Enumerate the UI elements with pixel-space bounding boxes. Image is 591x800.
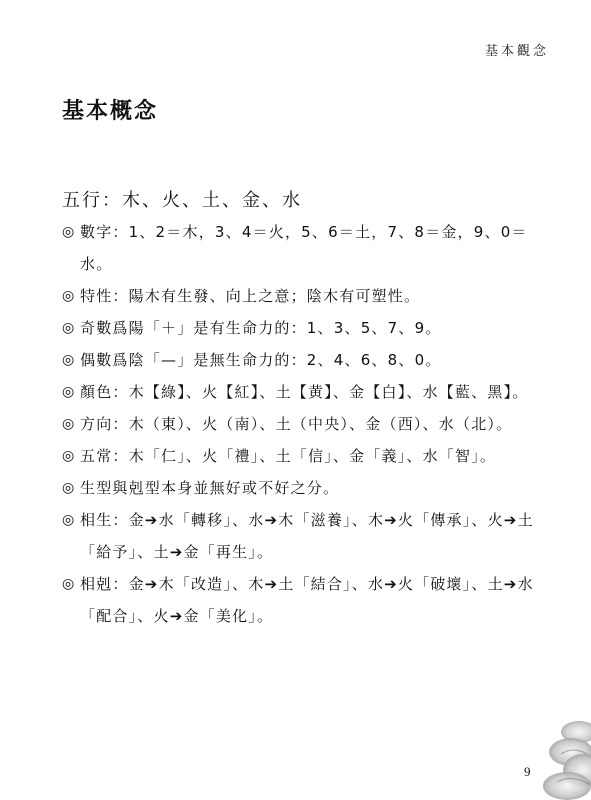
bullet-icon: ◎ <box>62 512 76 528</box>
list-item-text: 數字：1、2＝木，3、4＝火，5、6＝土，7、8＝金，9、0＝水。 <box>80 223 528 273</box>
bullet-icon: ◎ <box>62 224 76 240</box>
bullet-icon: ◎ <box>62 480 76 496</box>
list-item-numbers <box>62 216 540 280</box>
list-item-colors <box>62 376 540 408</box>
list-item-text: 五常：木「仁」、火「禮」、土「信」、金「義」、水「智」。 <box>80 447 497 465</box>
list-item-note <box>62 472 540 504</box>
list-item-directions <box>62 408 540 440</box>
bullet-icon: ◎ <box>62 448 76 464</box>
list-item-even-numbers <box>62 344 540 376</box>
bullet-icon: ◎ <box>62 352 76 368</box>
bullet-icon: ◎ <box>62 288 76 304</box>
list-item-text: 生型與剋型本身並無好或不好之分。 <box>80 479 340 497</box>
list-item-traits <box>62 280 540 312</box>
list-item-text: 特性：陽木有生發、向上之意；陰木有可塑性。 <box>80 287 421 305</box>
list-item-text: 相剋：金➔木「改造」、木➔土「結合」、水➔火「破壞」、土➔水「配合」、火➔金「美化」。 <box>80 575 534 625</box>
list-item-text: 偶數爲陰「—」是無生命力的：2、4、6、8、0。 <box>80 351 442 369</box>
concept-list <box>62 216 540 632</box>
list-item-generating <box>62 504 540 568</box>
bullet-icon: ◎ <box>62 576 76 592</box>
bullet-icon: ◎ <box>62 384 76 400</box>
list-item-text: 顏色：木【綠】、火【紅】、土【黄】、金【白】、水【藍、黑】。 <box>80 383 529 401</box>
list-item-five-constants <box>62 440 540 472</box>
page-number: 9 <box>524 764 531 779</box>
page-title: 基本概念 <box>62 99 159 124</box>
list-item-text: 相生：金➔水「轉移」、水➔木「滋養」、木➔火「傳承」、火➔土「給予」、土➔金「再生」。 <box>80 511 534 561</box>
bullet-icon: ◎ <box>62 416 76 432</box>
list-item-text: 奇數爲陽「＋」是有生命力的：1、3、5、7、9。 <box>80 319 442 337</box>
bullet-icon: ◎ <box>62 320 76 336</box>
list-item-overcoming <box>62 568 540 632</box>
list-item-text: 方向：木（東）、火（南）、土（中央）、金（西）、水（北）。 <box>80 415 513 433</box>
running-header: 基本觀念 <box>484 44 549 59</box>
list-item-odd-numbers <box>62 312 540 344</box>
section-heading: 五行：木、火、土、金、水 <box>62 190 302 211</box>
corner-flower-decoration <box>531 710 591 800</box>
